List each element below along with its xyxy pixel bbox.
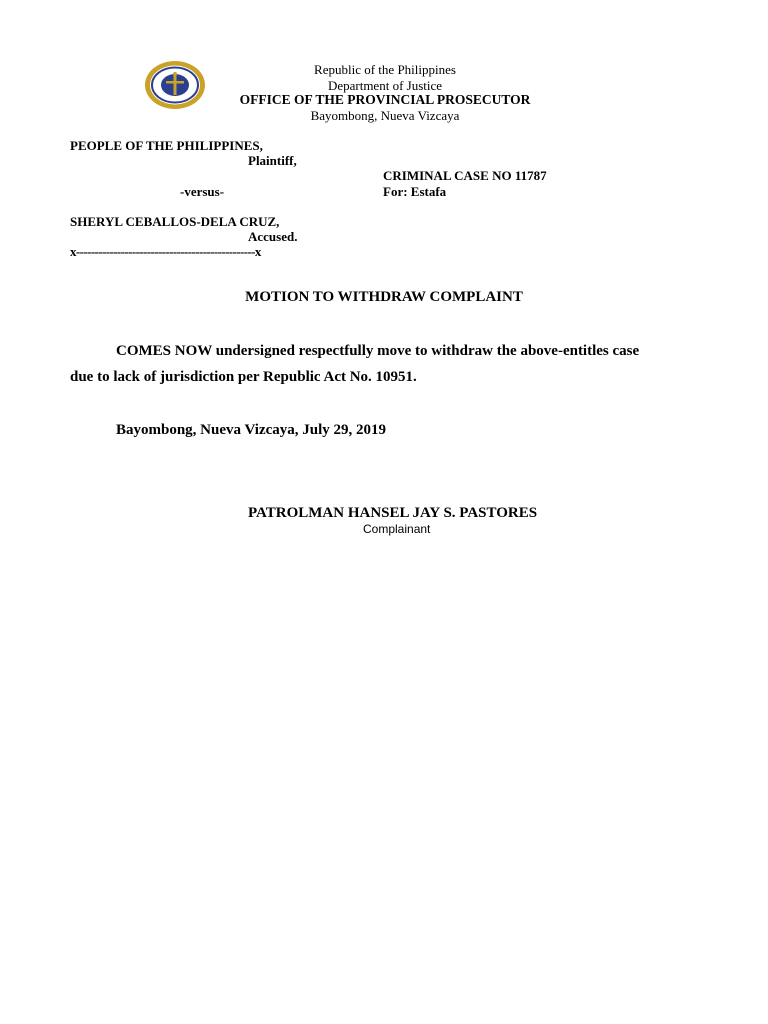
case-nature: For: Estafa bbox=[383, 184, 447, 199]
signatory-name: PATROLMAN HANSEL JAY S. PASTORES bbox=[248, 505, 538, 521]
header-republic: Republic of the Philippines bbox=[314, 62, 456, 77]
plaintiff-role: Plaintiff, bbox=[248, 153, 297, 168]
body-paragraph-line-1: COMES NOW undersigned respectfully move to withdraw the above-entitles case bbox=[116, 343, 640, 359]
header-office: OFFICE OF THE PROVINCIAL PROSECUTOR bbox=[239, 92, 531, 107]
versus-label: -versus- bbox=[180, 184, 225, 199]
accused-name: SHERYL CEBALLOS-DELA CRUZ, bbox=[70, 214, 280, 229]
header-department: Department of Justice bbox=[327, 78, 443, 93]
signatory-role: Complainant bbox=[363, 522, 431, 536]
caption-divider: x------------------------------------------------x bbox=[70, 244, 261, 259]
body-paragraph-line-2: due to lack of jurisdiction per Republic Act No. 10951. bbox=[70, 369, 417, 385]
header-location: Bayombong, Nueva Vizcaya bbox=[310, 108, 460, 123]
case-number: CRIMINAL CASE NO 11787 bbox=[383, 168, 547, 183]
accused-role: Accused. bbox=[248, 229, 298, 244]
document-title: MOTION TO WITHDRAW COMPLAINT bbox=[245, 289, 523, 305]
date-line: Bayombong, Nueva Vizcaya, July 29, 2019 bbox=[116, 422, 387, 438]
plaintiff-name: PEOPLE OF THE PHILIPPINES, bbox=[70, 138, 263, 153]
